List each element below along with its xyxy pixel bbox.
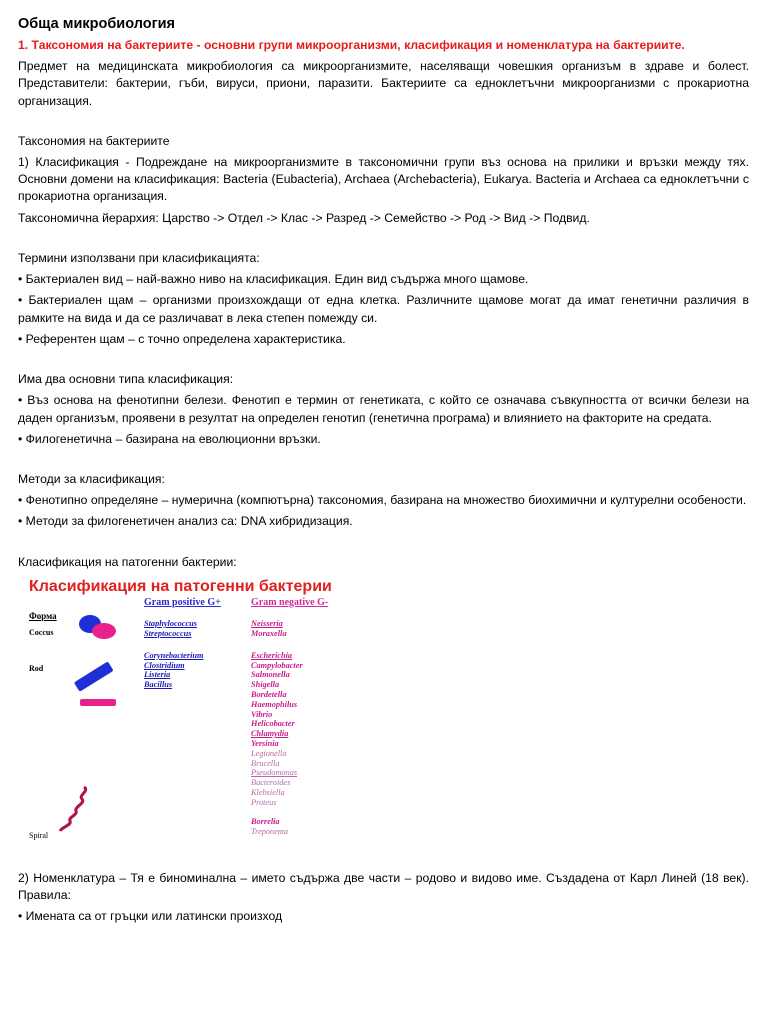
gram-negative-spirals-list (251, 817, 288, 837)
genus-name: Bacillus (144, 680, 173, 690)
type-item: • Филогенетична – базирана на еволюционни връзки. (18, 431, 321, 446)
taxonomy-heading: Таксономия на бактериите (18, 133, 170, 148)
classification-paragraph: 1) Класификация - Подреждане на микроорганизмите в таксономични групи въз основа на прилики и връзки между тях. Основни домени на класификация: Bacteria (Eubacteria), Archaea (Archebacteria), Eukarya. Bacteria и Archaea са едноклетъчни с прокариотна организация. (18, 154, 749, 204)
genus-name: Corynebacterium (144, 650, 204, 660)
genus-name: Listeria (144, 670, 171, 680)
pathogenic-heading: Класификация на патогенни бактерии: (18, 554, 237, 569)
genus-name: Treponema (251, 826, 289, 836)
terms-heading: Термини използвани при класификацията: (18, 251, 260, 266)
genus-name: Vibrio (251, 709, 273, 719)
type-item: • Въз основа на фенотипни белези. Фенотип е термин от генетиката, с който се означава съвкупността от всички белези на даден организъм, проявени в резултат на определен генотип (генетична програма) и влиянието на факторите на средата. (18, 393, 749, 425)
figure-title: Класификация на патогенни бактерии (29, 577, 332, 595)
gram-negative-rods-list (251, 651, 303, 808)
page-title: Обща микробиология (18, 16, 176, 32)
nomenclature-rule: • Имената са от гръцки или латински произход (18, 909, 283, 924)
method-item: • Фенотипно определяне – нумерична (компютърна) таксономия, базирана на множество биохимични и културелни особености. (18, 493, 747, 508)
intro-paragraph: Предмет на медицинската микробиология са микроорганизмите, населяващи човешкия организъм в здраве и болест. Представители: бактерии, гъби, вируси, приони, паразити. Бактериите са едноклетъчни микроорганизми с прокариотна организация. (18, 59, 749, 108)
method-item: • Методи за филогенетичен анализ са: DNA хибридизация. (18, 514, 353, 529)
genus-name: Borrelia (251, 816, 280, 826)
genus-name: Neisseria (251, 618, 283, 628)
genus-name: Haemophilus (251, 699, 298, 709)
genus-name: Proteus (251, 797, 277, 807)
gram-positive-cocci-list (144, 619, 197, 639)
genus-name: Shigella (251, 680, 280, 690)
genus-name: Salmonella (251, 670, 290, 680)
genus-name: Bordetella (251, 689, 287, 699)
genus-name: Escherichia (251, 650, 293, 660)
hierarchy-line: Таксономична йерархия: Царство -> Отдел -> Клас -> Разред -> Семейство -> Род -> Вид -> Подвид. (18, 210, 590, 225)
spiral-label: Spiral (29, 830, 49, 840)
term-item: • Референтен щам – с точно определена характеристика. (18, 331, 346, 346)
document-page (18, 14, 749, 930)
types-heading: Има два основни типа класификация: (18, 372, 234, 387)
section-heading: 1. Таксономия на бактериите - основни групи микроорганизми, класификация и номенклатура на бактериите. (18, 38, 685, 52)
genus-name: Klebsiella (251, 787, 285, 797)
gram-negative-cocci-list (251, 619, 287, 639)
classification-figure (18, 575, 403, 847)
methods-heading: Методи за класификация: (18, 472, 165, 487)
genus-name: Moraxella (251, 628, 287, 638)
genus-name: Pseudomonas (251, 768, 298, 778)
genus-name: Brucella (251, 758, 280, 768)
gram-negative-header: Gram negative G- (251, 596, 329, 608)
rod-label: Rod (29, 663, 44, 673)
spiral-shape-icon (54, 783, 94, 835)
genus-name: Chlamydia (251, 729, 289, 739)
genus-name: Legionella (251, 748, 287, 758)
form-label: Форма (29, 610, 57, 621)
term-item: • Бактериален вид – най-важно ниво на класификация. Един вид съдържа много щамове. (18, 272, 529, 287)
genus-name: Helicobacter (251, 719, 295, 729)
rod-shape-icon (70, 657, 130, 717)
coccus-shape-icon (76, 613, 128, 643)
genus-name: Bacteroides (251, 778, 291, 788)
genus-name: Yersinia (251, 738, 279, 748)
gram-positive-header: Gram positive G+ (144, 596, 221, 608)
genus-name: Clostridium (144, 660, 185, 670)
coccus-label: Coccus (29, 627, 54, 637)
term-item: • Бактериален щам – организми произхождащи от една клетка. Различните щамове могат да имат генетични различия в рамките на вида и да се различават в лека степен помежду си. (18, 293, 749, 325)
gram-positive-rods-list (144, 651, 203, 690)
nomenclature-paragraph: 2) Номенклатура – Тя е биноминална – името съдържа две части – родово и видово име. Създадена от Карл Линей (18 век). Правила: (18, 870, 749, 903)
genus-name: Campylobacter (251, 660, 303, 670)
genus-name: Streptococcus (144, 628, 192, 638)
genus-name: Staphylococcus (144, 618, 198, 628)
